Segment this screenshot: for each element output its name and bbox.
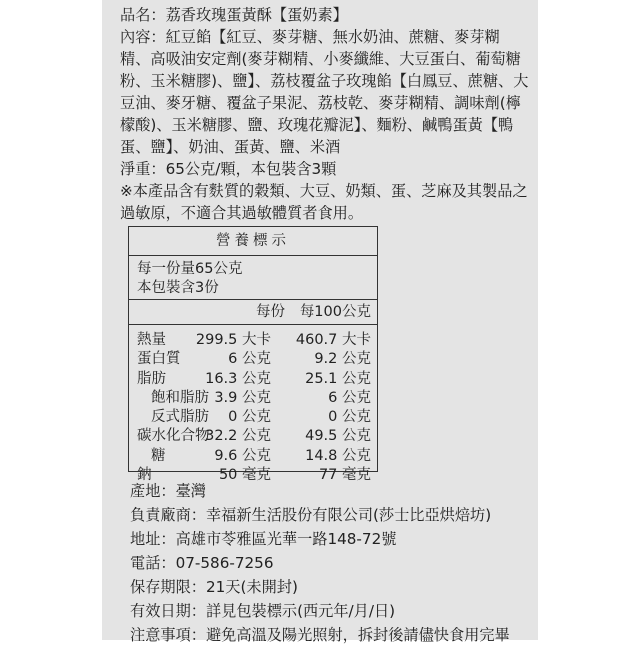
nutrient-name: 蛋白質 — [137, 351, 181, 368]
nutrition-header — [129, 300, 377, 325]
manufacturer: 負責廠商：幸福新生活股份有限公司(莎士比亞烘焙坊) — [130, 506, 492, 524]
value-per-100g: 14.8 公克 — [305, 447, 371, 464]
value-per-100g: 9.2 公克 — [314, 351, 371, 368]
value-per-serving: 3.9 公克 — [214, 389, 271, 406]
nutrient-name: 碳水化合物 — [137, 428, 210, 445]
value-per-100g: 0 公克 — [328, 409, 371, 426]
value-per-100g: 49.5 公克 — [305, 428, 371, 445]
value-per-100g: 460.7 大卡 — [295, 332, 371, 348]
nutrition-row — [129, 350, 377, 369]
nutrient-name: 熱量 — [137, 332, 166, 348]
nutrition-row — [129, 389, 377, 408]
nutrient-name: 脂肪 — [137, 370, 166, 387]
value-per-serving: 32.2 公克 — [205, 428, 271, 445]
value-per-serving: 299.5 大卡 — [195, 332, 271, 348]
nutrition-facts-table — [128, 226, 378, 484]
col-per-100g: 每100公克 — [299, 304, 371, 320]
serving-size: 每一份量65公克 — [137, 261, 243, 277]
nutrient-name: 糖 — [151, 447, 166, 464]
col-per-serving: 每份 — [256, 304, 285, 320]
notes: 注意事項：避免高溫及陽光照射，拆封後請儘快食用完畢 — [130, 626, 510, 644]
nutrition-title: 營養標示 — [129, 227, 377, 256]
address: 地址：高雄市苓雅區光華一路148-72號 — [130, 530, 397, 548]
nutrition-row — [129, 331, 377, 350]
product-name: 品名：荔香玫瑰蛋黃酥【蛋奶素】 — [120, 6, 348, 24]
nutrient-name: 反式脂肪 — [151, 409, 209, 426]
expiry-date: 有效日期：詳見包裝標示(西元年/月/日) — [130, 602, 396, 620]
value-per-serving: 6 公克 — [228, 351, 271, 368]
nutrition-row — [129, 408, 377, 427]
value-per-serving: 0 公克 — [228, 409, 271, 426]
product-details — [130, 479, 530, 647]
value-per-100g: 77 毫克 — [318, 467, 371, 484]
origin: 產地：臺灣 — [130, 482, 206, 500]
value-per-100g: 6 公克 — [328, 389, 371, 406]
shelf-life: 保存期限：21天(未開封) — [130, 578, 298, 596]
phone: 電話：07-586-7256 — [130, 554, 274, 572]
nutrition-row — [129, 447, 377, 466]
nutrition-rows — [129, 325, 377, 485]
value-per-serving: 50 毫克 — [218, 467, 271, 484]
ingredients-text: 內容：紅豆餡【紅豆、麥芽糖、無水奶油、蔗糖、麥芽糊精、高吸油安定劑(麥芽糊精、小麥纖維、大豆蛋白、葡萄糖粉、玉米糖膠)、鹽】、荔枝覆盆子玫瑰餡【白鳳豆、蔗糖、大豆油、麥牙糖、覆盆子果泥、荔枝乾、麥芽糊精、調味劑(檸檬酸)、玉米糖膠、鹽、玫瑰花瓣泥】、麵粉、鹹鴨蛋黃【鴨蛋、鹽】、奶油、蛋黃、鹽、米酒 — [120, 28, 529, 156]
value-per-serving: 16.3 公克 — [205, 370, 271, 387]
nutrient-name: 鈉 — [137, 467, 152, 484]
nutrition-row — [129, 427, 377, 446]
serving-info — [129, 256, 377, 300]
net-weight: 淨重：65公克/顆，本包裝含3顆 — [120, 160, 337, 178]
product-info — [120, 4, 530, 224]
value-per-serving: 9.6 公克 — [214, 447, 271, 464]
nutrition-row — [129, 370, 377, 389]
nutrient-name: 飽和脂肪 — [151, 389, 209, 406]
servings-per-package: 本包裝含3份 — [137, 280, 219, 296]
value-per-100g: 25.1 公克 — [305, 370, 371, 387]
allergen-warning: ※本產品含有麩質的穀類、大豆、奶類、蛋、芝麻及其製品之過敏原，不適合其過敏體質者食用。 — [120, 182, 528, 222]
